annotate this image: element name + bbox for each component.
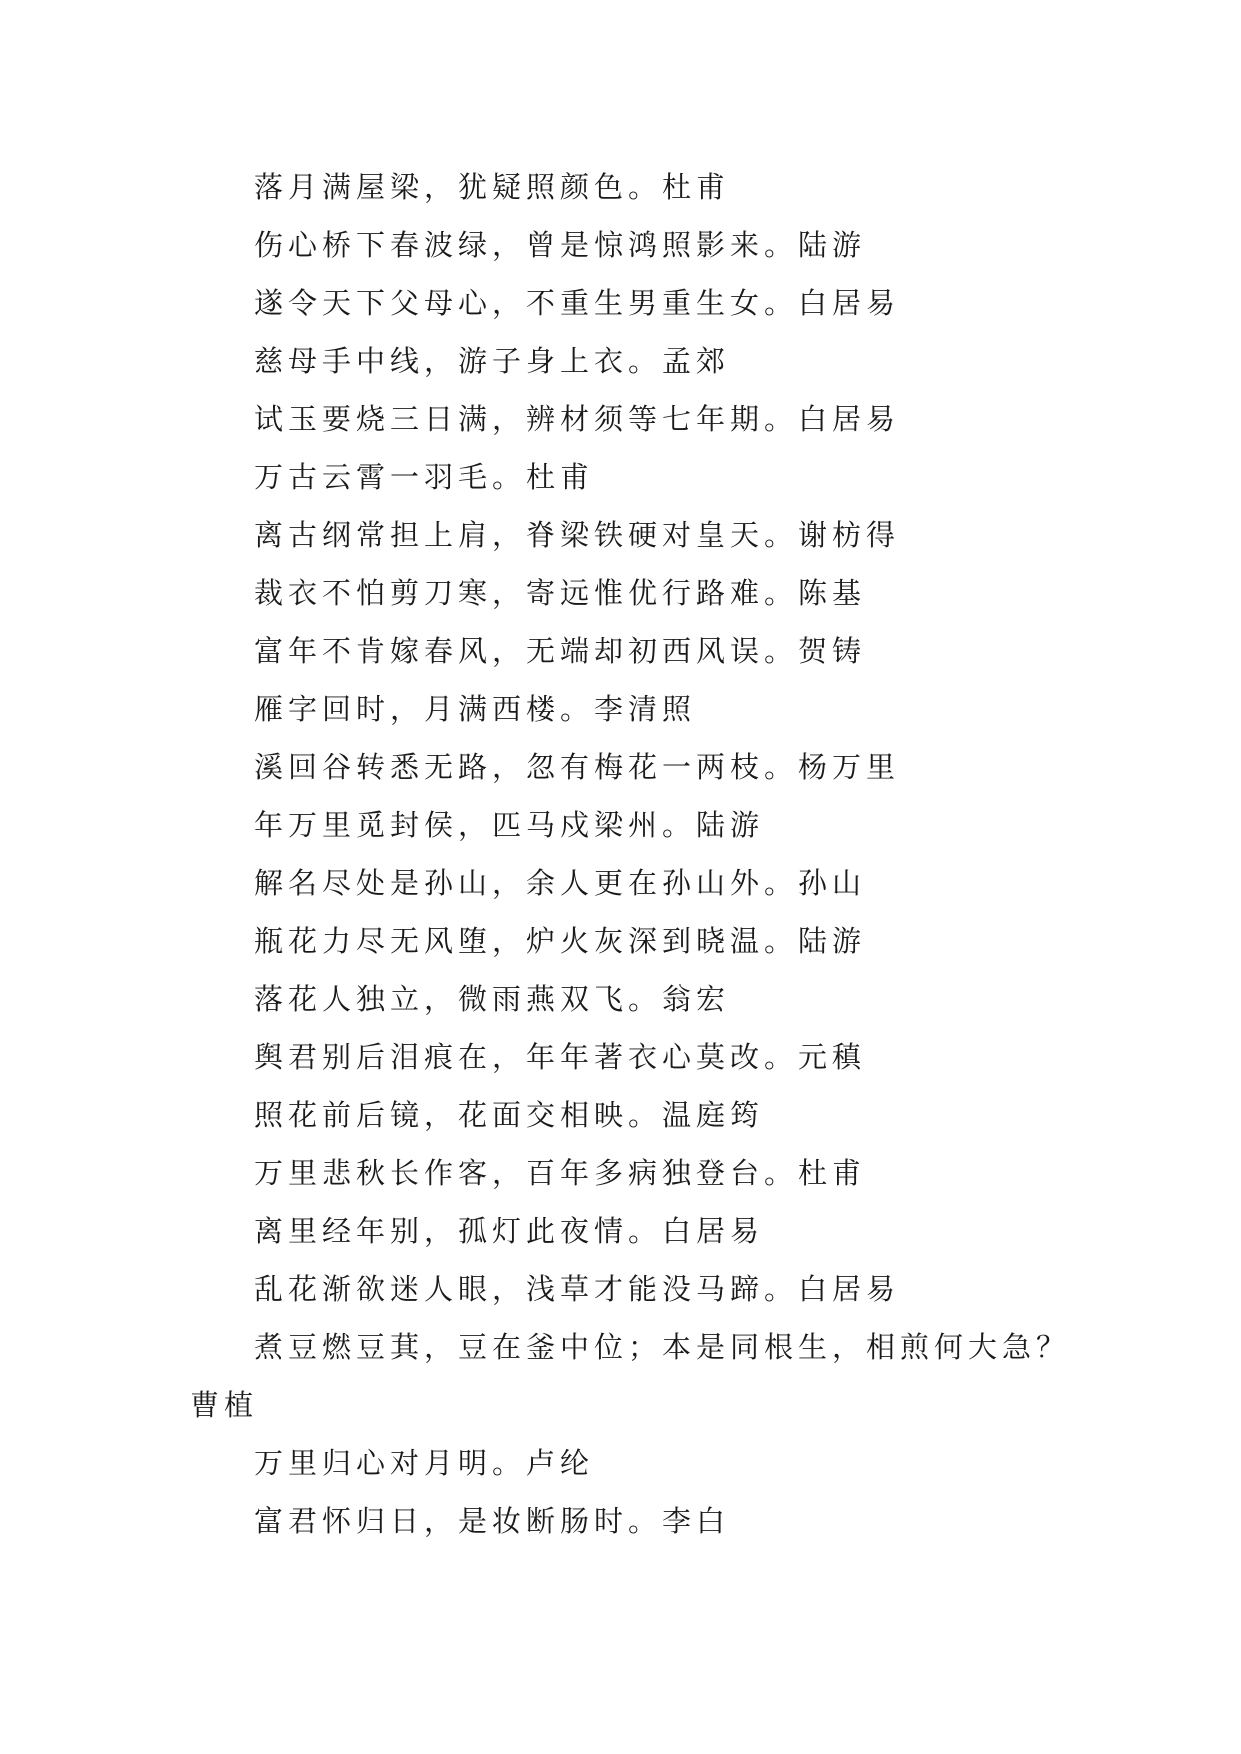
poem-line: 瓶花力尽无风堕，炉火灰深到晓温。陆游 <box>254 924 867 958</box>
poem-line-list <box>190 158 1090 1550</box>
poem-line: 离里经年别，孤灯此夜情。白居易 <box>254 1214 765 1248</box>
poem-line: 离古纲常担上肩，脊梁铁硬对皇天。谢枋得 <box>254 518 901 552</box>
poem-line: 万古云霄一羽毛。杜甫 <box>254 460 595 494</box>
poem-line: 舆君别后泪痕在，年年著衣心莫改。元稹 <box>254 1040 867 1074</box>
poem-line: 慈母手中线，游子身上衣。孟郊 <box>254 344 731 378</box>
poem-line: 乱花渐欲迷人眼，浅草才能没马蹄。白居易 <box>254 1272 901 1306</box>
poem-line: 万里悲秋长作客，百年多病独登台。杜甫 <box>254 1156 867 1190</box>
poem-line-author-wrap: 曹植 <box>190 1388 259 1422</box>
poem-line: 年万里觅封侯，匹马戍梁州。陆游 <box>254 808 765 842</box>
poem-line: 照花前后镜，花面交相映。温庭筠 <box>254 1098 765 1132</box>
poem-line: 遂令天下父母心，不重生男重生女。白居易 <box>254 286 901 320</box>
poem-line: 溪回谷转悉无路，忽有梅花一两枝。杨万里 <box>254 750 901 784</box>
poem-line: 落月满屋梁，犹疑照颜色。杜甫 <box>254 170 731 204</box>
poem-line: 煮豆燃豆萁，豆在釜中位；本是同根生，相煎何大急？ <box>254 1330 1071 1364</box>
poem-line: 富君怀归日，是妆断肠时。李白 <box>254 1504 731 1538</box>
poem-line: 落花人独立，微雨燕双飞。翁宏 <box>254 982 731 1016</box>
poem-line: 雁字回时，月满西楼。李清照 <box>254 692 697 726</box>
poem-line: 伤心桥下春波绿，曾是惊鸿照影来。陆游 <box>254 228 867 262</box>
poem-line: 富年不肯嫁春风，无端却初西风误。贺铸 <box>254 634 867 668</box>
poem-line: 试玉要烧三日满，辨材须等七年期。白居易 <box>254 402 901 436</box>
poem-line: 解名尽处是孙山，余人更在孙山外。孙山 <box>254 866 867 900</box>
poem-line: 万里归心对月明。卢纶 <box>254 1446 595 1480</box>
poem-line: 裁衣不怕剪刀寒，寄远惟优行路难。陈基 <box>254 576 867 610</box>
